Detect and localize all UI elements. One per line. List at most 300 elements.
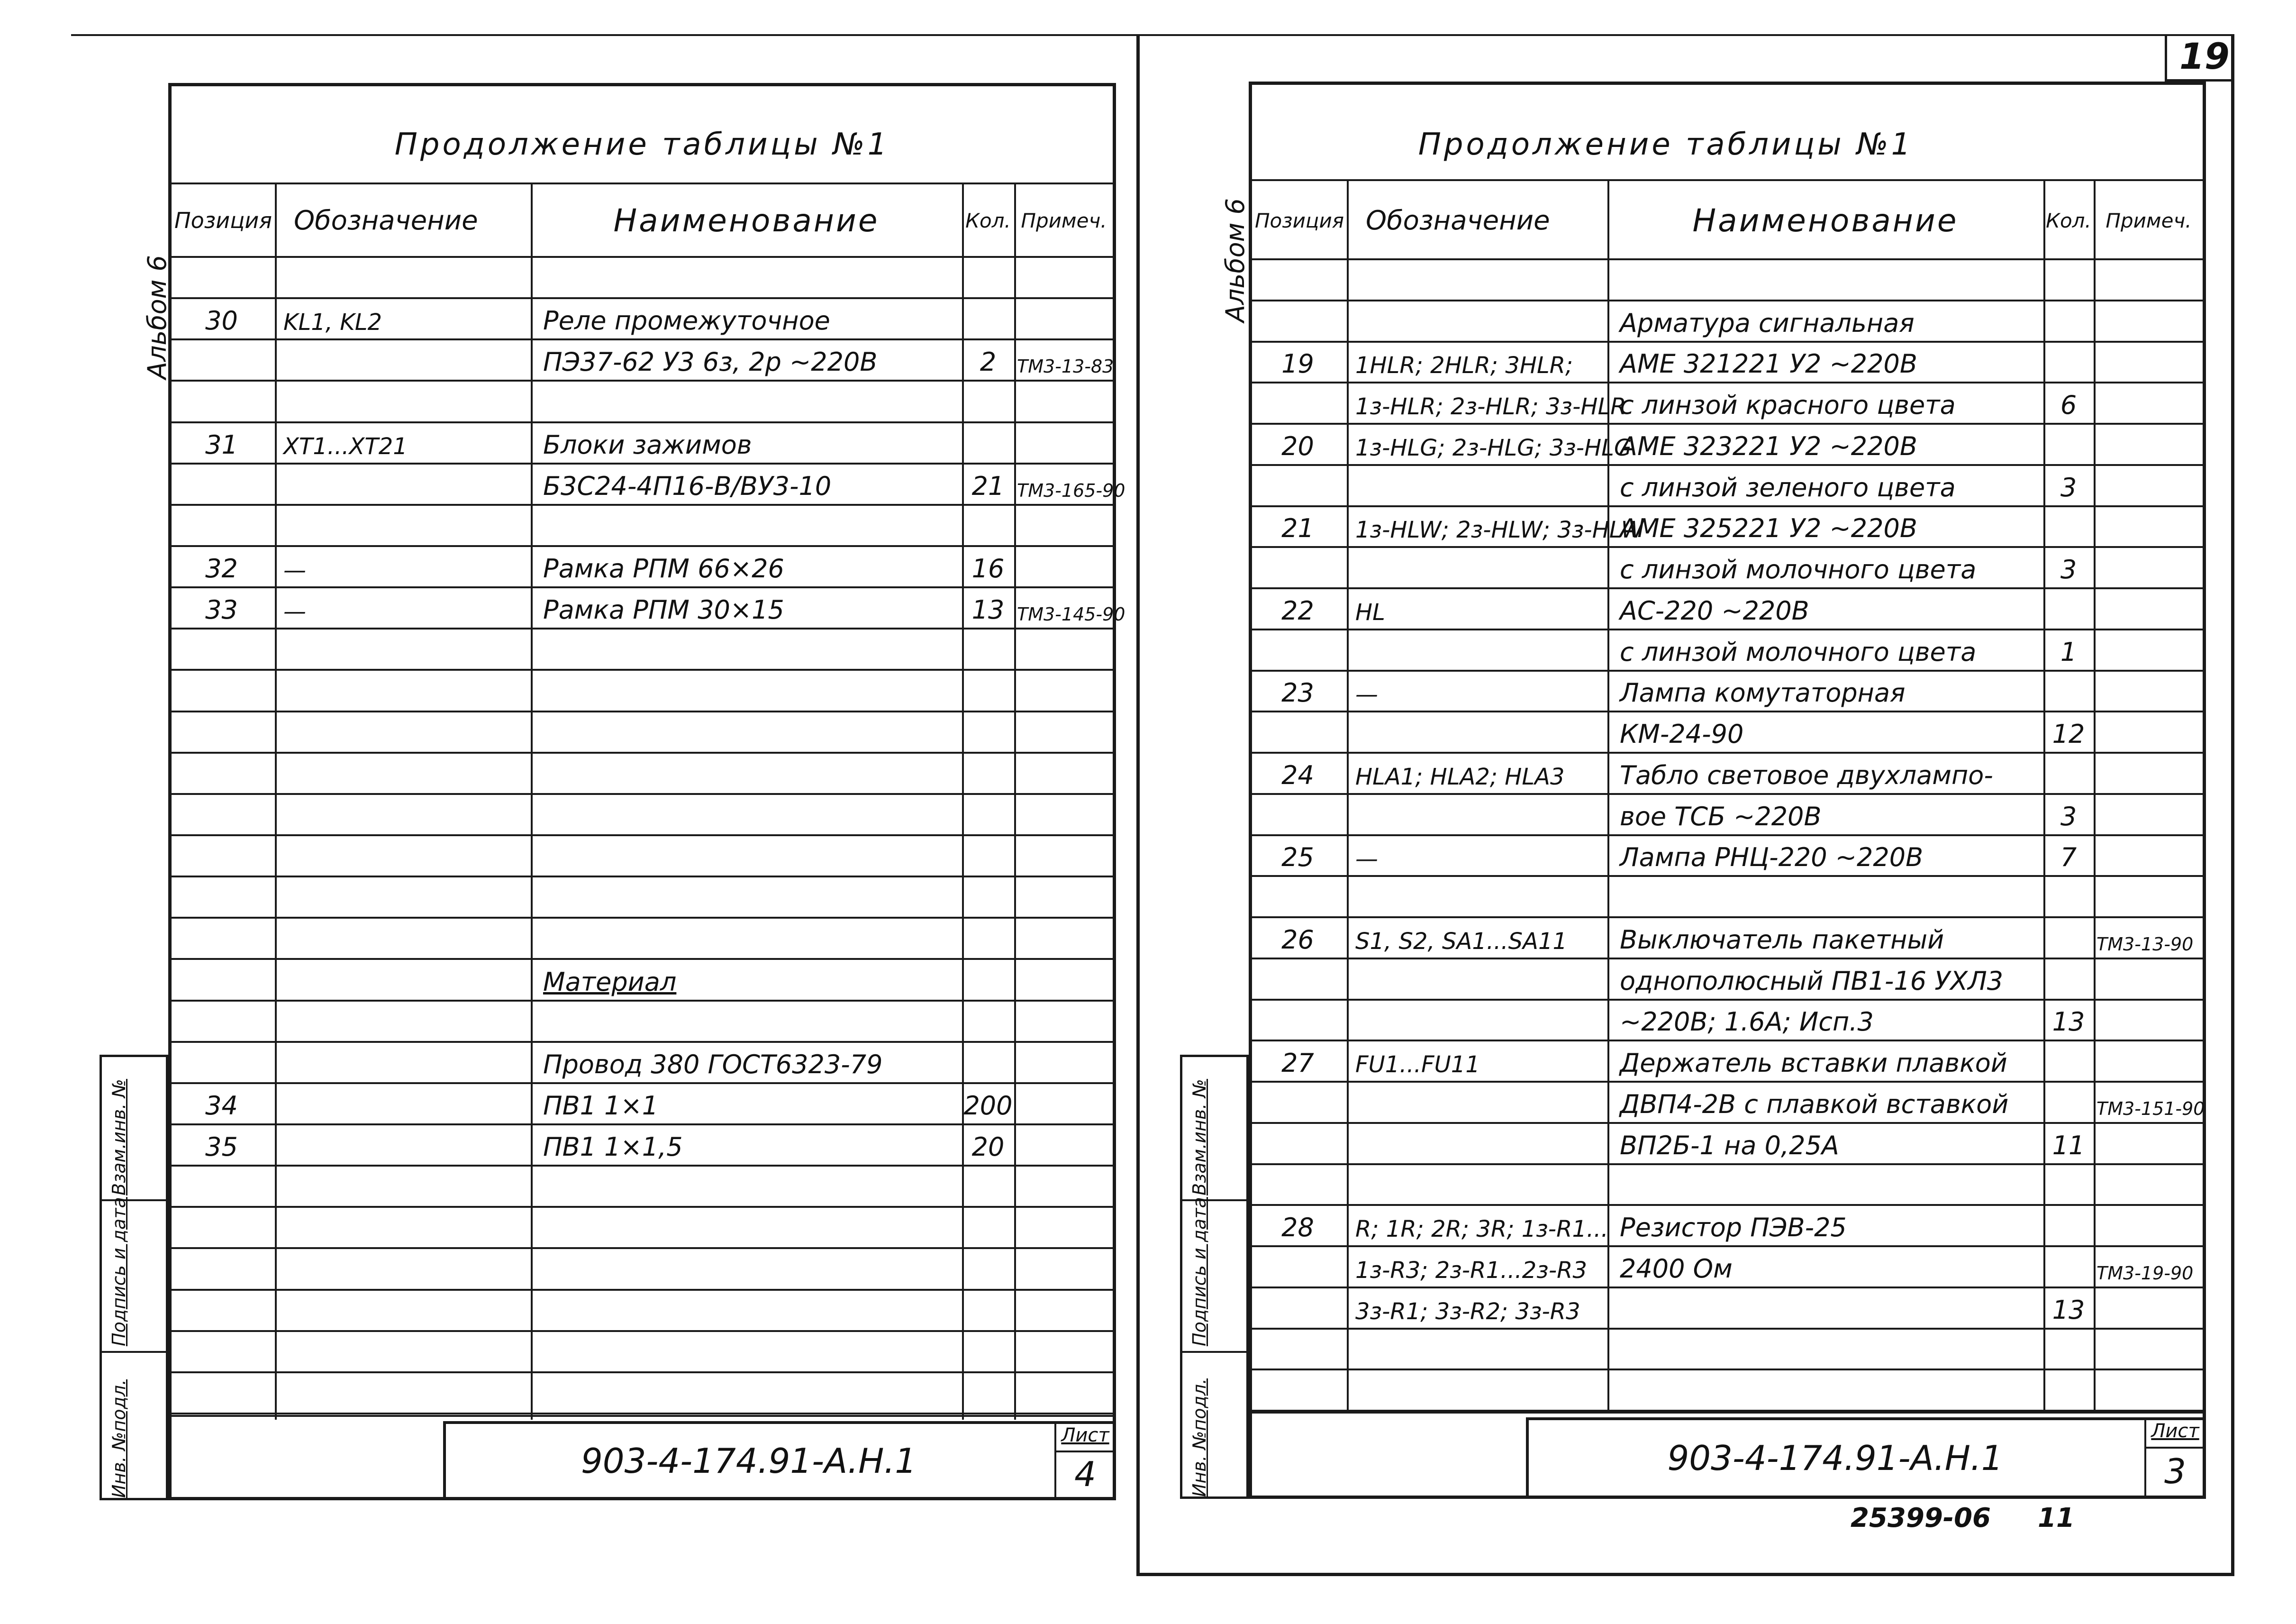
name-cell: Держатель вставки плавкой — [1620, 1048, 2007, 1078]
position-cell — [168, 877, 275, 917]
table-row — [1249, 877, 2206, 918]
table-row — [168, 1167, 1116, 1208]
name-cell — [531, 671, 962, 710]
qty-cell: 21 — [971, 471, 1005, 501]
qty-cell — [962, 1291, 1014, 1330]
note-cell — [1014, 1043, 1116, 1082]
name-cell: Материал — [543, 967, 677, 997]
left-sheet-number: 4 — [1074, 1454, 1096, 1494]
name-cell — [531, 258, 962, 297]
qty-cell — [962, 382, 1014, 421]
qty-cell — [2043, 301, 2094, 341]
designation-cell — [1347, 466, 1607, 505]
name-cell — [531, 506, 962, 545]
designation-cell: — — [1355, 681, 1378, 708]
position-cell — [168, 1291, 275, 1330]
note-cell — [2094, 425, 2206, 464]
designation-cell — [275, 258, 531, 297]
note-cell — [1014, 1249, 1116, 1288]
name-cell: Лампа РНЦ-220 ~220В — [1620, 842, 1924, 873]
name-cell — [1607, 1330, 2043, 1369]
right-top-rule — [1136, 34, 2234, 36]
position-cell — [168, 671, 275, 710]
designation-cell — [275, 795, 531, 834]
position-cell — [1249, 877, 1347, 916]
note-cell — [1014, 1002, 1116, 1041]
designation-cell — [275, 465, 531, 504]
name-cell: с линзой молочного цвета — [1620, 555, 1977, 584]
note-cell — [1014, 960, 1116, 999]
qty-cell: 6 — [2060, 390, 2077, 420]
qty-cell — [962, 836, 1014, 876]
table-row — [1249, 712, 2206, 754]
qty-cell — [2043, 918, 2094, 958]
note-cell — [1014, 547, 1116, 586]
note-cell: ТМ3-19-90 — [2096, 1262, 2194, 1284]
note-cell: ТМ3-13-83 — [1017, 356, 1114, 377]
copy-number: 11 — [2038, 1503, 2075, 1533]
name-cell — [531, 382, 962, 421]
table-row — [1249, 1083, 2206, 1124]
right-table-body — [1249, 260, 2206, 1412]
designation-cell — [1347, 1370, 1607, 1410]
left-col-name: Наименование — [613, 202, 880, 239]
position-cell: 20 — [1281, 431, 1314, 461]
left-col-note: Примеч. — [1021, 209, 1107, 232]
right-sheet-label: Лист — [2151, 1420, 2199, 1442]
table-row — [1249, 1330, 2206, 1371]
note-cell — [2094, 1001, 2206, 1040]
right-frame — [2231, 34, 2234, 1575]
position-cell — [168, 630, 275, 669]
qty-cell — [962, 1332, 1014, 1371]
note-cell — [2094, 836, 2206, 876]
position-cell — [168, 754, 275, 793]
top-rule — [71, 34, 1137, 36]
table-row — [1249, 754, 2206, 795]
note-cell — [2094, 548, 2206, 587]
table-row — [168, 1291, 1116, 1332]
designation-cell — [1347, 1124, 1607, 1163]
qty-cell — [2043, 425, 2094, 464]
page-number-box — [2165, 34, 2231, 82]
position-cell — [168, 1332, 275, 1371]
qty-cell — [2043, 1370, 2094, 1410]
note-cell — [1014, 299, 1116, 338]
note-cell — [1014, 1125, 1116, 1165]
position-cell — [1249, 1247, 1347, 1286]
designation-cell — [275, 1084, 531, 1123]
qty-cell — [2043, 959, 2094, 999]
table-row — [168, 754, 1116, 795]
qty-cell — [2043, 343, 2094, 382]
right-col-name: Наименование — [1692, 202, 1959, 239]
position-cell — [168, 1249, 275, 1288]
name-cell: КМ-24-90 — [1620, 719, 1744, 749]
left-stamp-replace: Взам.инв. № — [109, 1079, 129, 1195]
designation-cell: KL1, KL2 — [283, 309, 382, 336]
designation-cell — [1347, 301, 1607, 341]
name-cell — [1607, 1288, 2043, 1328]
designation-cell: HL — [1355, 599, 1385, 626]
table-row — [168, 1084, 1116, 1125]
qty-cell — [962, 919, 1014, 958]
qty-cell — [962, 712, 1014, 752]
position-cell — [1249, 1001, 1347, 1040]
left-col-position: Позиция — [174, 208, 272, 233]
name-cell: Выключатель пакетный — [1620, 924, 1944, 955]
qty-cell — [962, 877, 1014, 917]
qty-cell — [962, 1167, 1014, 1206]
qty-cell — [2043, 754, 2094, 793]
table-row — [168, 712, 1116, 754]
name-cell: Реле промежуточное — [543, 306, 830, 336]
qty-cell: 20 — [971, 1132, 1005, 1162]
note-cell — [2094, 1206, 2206, 1245]
position-cell — [168, 919, 275, 958]
table-row — [168, 382, 1116, 423]
name-cell: ПВ1 1×1,5 — [543, 1132, 683, 1162]
right-doc-code: 903-4-174.91-А.Н.1 — [1667, 1438, 2003, 1478]
right-col-position: Позиция — [1254, 209, 1344, 232]
table-row — [1249, 383, 2206, 425]
position-cell — [1249, 260, 1347, 300]
table-row — [168, 1332, 1116, 1373]
left-titleblock-top — [168, 1415, 1116, 1417]
right-title-divider — [1249, 179, 2206, 181]
name-cell: Рамка РПМ 30×15 — [543, 595, 784, 625]
position-cell: 23 — [1281, 678, 1314, 708]
name-cell — [531, 919, 962, 958]
note-cell — [2094, 754, 2206, 793]
note-cell — [1014, 630, 1116, 669]
page-separator — [1136, 34, 1140, 1575]
position-cell — [1249, 548, 1347, 587]
qty-cell: 1 — [2060, 637, 2077, 667]
position-cell — [168, 1373, 275, 1413]
name-cell: ВП2Б-1 на 0,25А — [1620, 1130, 1839, 1160]
position-cell: 22 — [1281, 595, 1314, 626]
name-cell: АМЕ 321221 У2 ~220В — [1620, 349, 1917, 379]
note-cell — [2094, 1330, 2206, 1369]
table-row — [1249, 343, 2206, 384]
table-row — [1249, 630, 2206, 672]
position-cell — [168, 465, 275, 504]
qty-cell — [2043, 1247, 2094, 1286]
position-cell: 27 — [1281, 1048, 1314, 1078]
note-cell — [2094, 1124, 2206, 1163]
name-cell: Блоки зажимов — [543, 429, 752, 460]
table-row — [1249, 672, 2206, 713]
designation-cell — [275, 877, 531, 917]
table-row — [168, 1249, 1116, 1290]
designation-cell: XT1...XT21 — [283, 433, 408, 460]
table-row — [168, 547, 1116, 588]
left-stamp-divider-2 — [102, 1351, 166, 1353]
position-cell: 21 — [1281, 513, 1314, 544]
qty-cell — [2043, 260, 2094, 300]
note-cell — [2094, 1370, 2206, 1410]
table-row — [168, 299, 1116, 340]
table-row — [1249, 260, 2206, 301]
left-album-label: Альбом 6 — [142, 255, 172, 379]
position-cell: 26 — [1281, 924, 1314, 955]
note-cell — [2094, 466, 2206, 505]
archive-number: 25399-06 — [1851, 1503, 1991, 1533]
note-cell — [1014, 382, 1116, 421]
table-row — [168, 1002, 1116, 1043]
note-cell — [1014, 1208, 1116, 1247]
table-row — [1249, 548, 2206, 589]
position-cell: 19 — [1281, 349, 1314, 379]
table-row — [168, 877, 1116, 919]
table-row — [1249, 1247, 2206, 1288]
note-cell — [1014, 1167, 1116, 1206]
note-cell: ТМ3-13-90 — [2096, 933, 2194, 955]
note-cell — [1014, 423, 1116, 463]
left-sheet-label: Лист — [1061, 1424, 1109, 1446]
left-col-qty: Кол. — [965, 209, 1011, 232]
note-cell — [2094, 589, 2206, 629]
table-row — [1249, 507, 2206, 548]
qty-cell — [2043, 1165, 2094, 1204]
designation-cell — [275, 919, 531, 958]
name-cell: Табло световое двухлампо- — [1620, 760, 1993, 790]
designation-cell: — — [1355, 846, 1378, 873]
position-cell — [168, 1208, 275, 1247]
name-cell — [531, 1373, 962, 1413]
name-cell — [1607, 260, 2043, 300]
designation-cell — [275, 836, 531, 876]
table-row — [1249, 1041, 2206, 1083]
table-row — [168, 506, 1116, 547]
position-cell — [168, 506, 275, 545]
left-col-designation: Обозначение — [294, 205, 478, 236]
designation-cell — [1347, 548, 1607, 587]
table-row — [168, 1208, 1116, 1249]
name-cell: АС-220 ~220В — [1620, 595, 1809, 626]
name-cell — [531, 712, 962, 752]
name-cell: ПВ1 1×1 — [543, 1090, 659, 1121]
qty-cell — [2043, 672, 2094, 711]
qty-cell: 11 — [2052, 1130, 2085, 1160]
note-cell — [1014, 795, 1116, 834]
designation-cell: 1з-R3; 2з-R1...2з-R3 — [1355, 1257, 1588, 1284]
position-cell — [1249, 301, 1347, 341]
designation-cell: 1HLR; 2HLR; 3HLR; — [1355, 352, 1573, 379]
note-cell — [1014, 877, 1116, 917]
note-cell — [1014, 712, 1116, 752]
name-cell: однополюсный ПВ1-16 УХЛ3 — [1620, 966, 2004, 996]
qty-cell — [2043, 1041, 2094, 1081]
name-cell — [531, 1291, 962, 1330]
qty-cell: 13 — [2052, 1295, 2085, 1325]
position-cell — [168, 960, 275, 999]
table-row — [1249, 1165, 2206, 1206]
qty-cell — [962, 1249, 1014, 1288]
name-cell: Б3С24-4П16-В/ВУ3-10 — [543, 471, 832, 501]
table-row — [168, 423, 1116, 465]
qty-cell — [962, 506, 1014, 545]
right-col-designation: Обозначение — [1366, 205, 1550, 236]
table-row — [168, 630, 1116, 671]
note-cell — [1014, 258, 1116, 297]
designation-cell: — — [283, 598, 306, 625]
name-cell — [531, 1167, 962, 1206]
name-cell: Резистор ПЭВ-25 — [1620, 1213, 1847, 1242]
note-cell — [2094, 877, 2206, 916]
qty-cell: 3 — [2060, 555, 2077, 584]
left-stamp-inv-podl: Инв. №подл. — [109, 1379, 129, 1498]
right-stamp-inv-podl: Инв. №подл. — [1189, 1378, 1210, 1497]
note-cell — [2094, 1041, 2206, 1081]
position-cell — [168, 712, 275, 752]
position-cell — [168, 382, 275, 421]
note-cell — [1014, 1084, 1116, 1123]
table-row — [1249, 301, 2206, 343]
note-cell — [2094, 672, 2206, 711]
qty-cell — [962, 423, 1014, 463]
qty-cell — [962, 1002, 1014, 1041]
designation-cell — [275, 1002, 531, 1041]
note-cell — [2094, 959, 2206, 999]
designation-cell — [275, 382, 531, 421]
table-row — [1249, 836, 2206, 877]
position-cell: 35 — [205, 1132, 238, 1162]
note-cell — [1014, 754, 1116, 793]
name-cell: с линзой зеленого цвета — [1620, 472, 1956, 502]
qty-cell — [962, 795, 1014, 834]
position-cell — [168, 795, 275, 834]
qty-cell: 3 — [2060, 801, 2077, 831]
qty-cell — [962, 258, 1014, 297]
position-cell — [1249, 383, 1347, 423]
position-cell — [1249, 1370, 1347, 1410]
right-col-note: Примеч. — [2105, 209, 2192, 232]
left-sheet-title: Продолжение таблицы №1 — [394, 127, 890, 162]
table-row — [168, 795, 1116, 836]
position-cell — [168, 1002, 275, 1041]
designation-cell: HLA1; HLA2; HLA3 — [1355, 763, 1565, 790]
position-cell — [1249, 1124, 1347, 1163]
right-stamp-signature: Подпись и дата — [1189, 1197, 1210, 1346]
position-cell — [168, 1167, 275, 1206]
right-stamp-strip — [1180, 1055, 1249, 1499]
position-cell — [168, 836, 275, 876]
qty-cell — [962, 1208, 1014, 1247]
qty-cell — [2043, 589, 2094, 629]
note-cell — [1014, 1291, 1116, 1330]
right-col-qty: Кол. — [2046, 209, 2091, 232]
name-cell: АМЕ 323221 У2 ~220В — [1620, 431, 1917, 461]
bottom-frame — [1136, 1573, 2234, 1576]
name-cell: Арматура сигнальная — [1620, 308, 1915, 338]
table-row — [168, 671, 1116, 712]
qty-cell: 13 — [2052, 1007, 2085, 1037]
left-title-divider — [168, 182, 1116, 184]
note-cell — [1014, 919, 1116, 958]
position-cell — [168, 1043, 275, 1082]
designation-cell — [275, 960, 531, 999]
note-cell — [2094, 343, 2206, 382]
name-cell: ДВП4-2В с плавкой вставкой — [1620, 1089, 2009, 1119]
note-cell — [2094, 260, 2206, 300]
note-cell — [1014, 506, 1116, 545]
left-sheet-box-hline — [1054, 1451, 1116, 1452]
position-cell: 34 — [205, 1090, 238, 1121]
position-cell: 30 — [205, 306, 238, 336]
note-cell — [2094, 507, 2206, 547]
designation-cell — [1347, 630, 1607, 670]
position-cell — [1249, 466, 1347, 505]
qty-cell: 2 — [980, 347, 997, 377]
name-cell: АМЕ 325221 У2 ~220В — [1620, 513, 1917, 544]
table-row — [1249, 1370, 2206, 1412]
qty-cell — [962, 1373, 1014, 1413]
position-cell: 25 — [1281, 842, 1314, 873]
left-stamp-signature: Подпись и дата — [109, 1197, 129, 1346]
designation-cell — [1347, 1330, 1607, 1369]
qty-cell — [2043, 1083, 2094, 1122]
designation-cell — [1347, 959, 1607, 999]
table-row — [1249, 959, 2206, 1001]
table-row — [168, 465, 1125, 506]
designation-cell: 1з-HLR; 2з-HLR; 3з-HLR — [1355, 393, 1626, 420]
designation-cell — [1347, 1165, 1607, 1204]
note-cell: ТМ3-165-90 — [1017, 480, 1125, 501]
qty-cell — [962, 754, 1014, 793]
note-cell — [1014, 1373, 1116, 1413]
qty-cell — [962, 960, 1014, 999]
table-row — [168, 1125, 1116, 1167]
note-cell — [2094, 301, 2206, 341]
position-cell — [168, 340, 275, 380]
position-cell — [1249, 712, 1347, 752]
designation-cell — [1347, 795, 1607, 834]
designation-cell — [1347, 712, 1607, 752]
name-cell — [531, 877, 962, 917]
position-cell — [1249, 959, 1347, 999]
designation-cell — [275, 630, 531, 669]
designation-cell — [275, 1291, 531, 1330]
name-cell: ~220В; 1.6А; Исп.3 — [1620, 1007, 1874, 1037]
position-cell: 24 — [1281, 760, 1314, 790]
designation-cell — [275, 1208, 531, 1247]
table-row — [168, 1373, 1116, 1414]
position-cell — [1249, 1083, 1347, 1122]
table-row — [1249, 466, 2206, 507]
qty-cell: 3 — [2060, 472, 2077, 502]
qty-cell — [2043, 507, 2094, 547]
qty-cell: 200 — [963, 1090, 1013, 1121]
note-cell — [2094, 630, 2206, 670]
qty-cell — [962, 630, 1014, 669]
left-table-body — [168, 258, 1125, 1414]
position-cell — [1249, 1165, 1347, 1204]
note-cell — [1014, 671, 1116, 710]
designation-cell: 3з-R1; 3з-R2; 3з-R3 — [1355, 1298, 1580, 1325]
name-cell: Рамка РПМ 66×26 — [543, 554, 784, 584]
note-cell — [2094, 712, 2206, 752]
name-cell: Провод 380 ГОСТ6323-79 — [543, 1049, 883, 1079]
right-sheet-box-hline — [2144, 1447, 2206, 1449]
name-cell — [1607, 877, 2043, 916]
designation-cell — [275, 1167, 531, 1206]
qty-cell — [962, 671, 1014, 710]
designation-cell — [275, 340, 531, 380]
right-sheet-number: 3 — [2164, 1451, 2186, 1491]
designation-cell — [1347, 1001, 1607, 1040]
